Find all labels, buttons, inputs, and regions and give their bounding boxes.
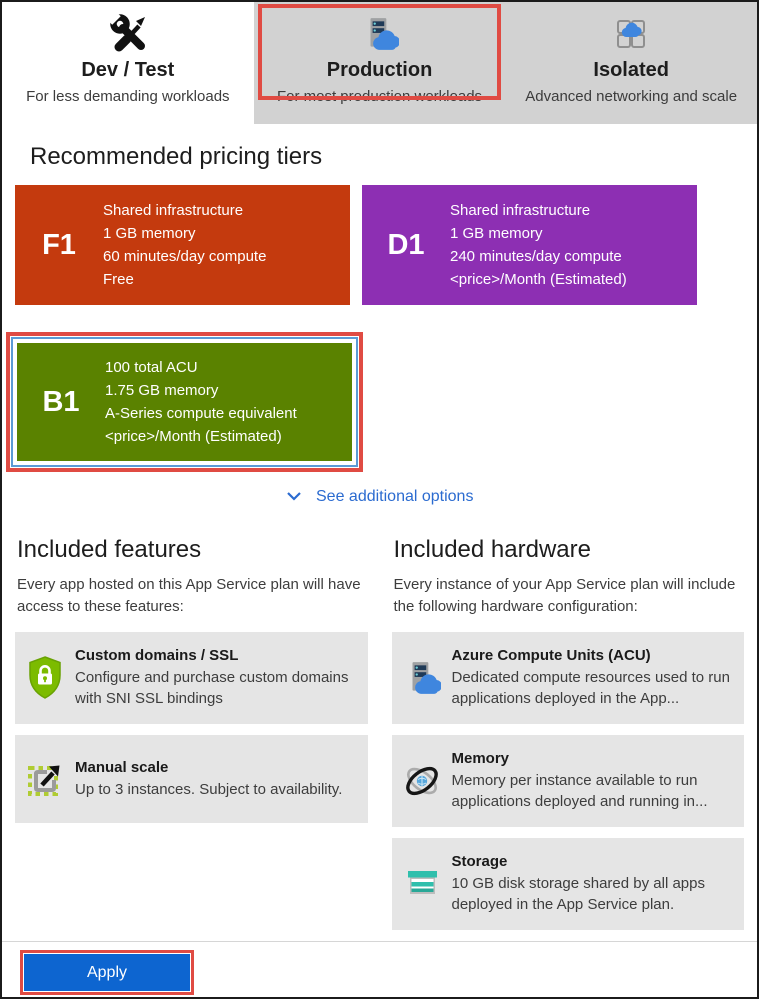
- shield-lock-icon: [15, 655, 75, 701]
- included-hardware-description: Every instance of your App Service plan will include the following hardware configuration:: [393, 576, 736, 615]
- feature-card-manual-scale: [15, 735, 368, 823]
- b1-highlight-annotation: [6, 332, 363, 472]
- apply-highlight-annotation: [20, 950, 194, 995]
- see-additional-options-label: See additional options: [316, 488, 474, 505]
- hardware-text: [452, 853, 737, 915]
- tier-code: F1: [42, 228, 76, 261]
- apply-button[interactable]: Apply: [24, 954, 190, 991]
- footer-bar: [2, 941, 757, 999]
- see-additional-options-link[interactable]: [15, 488, 744, 508]
- atom-globe-icon: [392, 759, 452, 803]
- tier-line: 1.75 GB memory: [105, 382, 219, 399]
- tab-isolated[interactable]: [505, 2, 757, 124]
- tier-line: 60 minutes/day compute: [103, 248, 267, 265]
- features-hardware-columns: [15, 536, 744, 941]
- tab-isolated-label: Isolated: [593, 59, 669, 81]
- tab-dev-test-sublabel: For less demanding workloads: [26, 88, 230, 105]
- chevron-down-icon: [286, 490, 306, 507]
- tier-details: [105, 356, 297, 448]
- tier-line: 1 GB memory: [450, 225, 543, 242]
- tier-line: A-Series compute equivalent: [105, 405, 297, 422]
- pricing-tiers-heading: Recommended pricing tiers: [30, 143, 323, 170]
- feature-text: [75, 647, 360, 709]
- hardware-card-memory: [392, 735, 745, 827]
- tab-dev-test[interactable]: [2, 2, 254, 124]
- tab-production-sublabel: For most production workloads: [276, 88, 483, 105]
- hardware-description: 10 GB disk storage shared by all apps deployed in the App Service plan.: [451, 875, 705, 913]
- tier-line: <price>/Month (Estimated): [450, 271, 627, 288]
- hardware-description: Dedicated compute resources used to run applications deployed in the App...: [451, 669, 730, 707]
- storage-disks-icon: [392, 866, 452, 902]
- tab-dev-test-label: Dev / Test: [81, 59, 175, 81]
- included-hardware-heading: Included hardware: [393, 536, 591, 563]
- included-hardware-section: [392, 536, 745, 941]
- tier-code: D1: [387, 228, 425, 261]
- tier-details: [450, 199, 627, 291]
- tab-isolated-sublabel: Advanced networking and scale: [525, 88, 738, 105]
- feature-card-custom-domains: [15, 632, 368, 724]
- feature-title: Manual scale: [75, 758, 169, 776]
- feature-title: Custom domains / SSL: [75, 647, 239, 664]
- included-features-description: Every app hosted on this App Service plan will have access to these features:: [17, 576, 361, 615]
- tier-card-b1[interactable]: [17, 343, 352, 461]
- manual-scale-icon: [15, 758, 75, 800]
- tab-production[interactable]: [254, 2, 506, 124]
- spec-picker-body: [2, 124, 757, 941]
- hardware-text: [452, 750, 737, 812]
- plan-category-tabs: [2, 2, 757, 124]
- tools-icon: [106, 11, 150, 57]
- tier-line: 1 GB memory: [103, 225, 196, 242]
- tier-details: [103, 199, 266, 291]
- tier-card-d1[interactable]: [362, 185, 697, 305]
- tier-line: Shared infrastructure: [103, 202, 244, 219]
- tier-card-f1[interactable]: [15, 185, 350, 305]
- included-features-section: [15, 536, 368, 941]
- tier-line: 100 total ACU: [105, 359, 198, 376]
- feature-description: Up to 3 instances. Subject to availability.: [75, 780, 343, 798]
- b1-selection-border: [11, 337, 358, 467]
- tier-code: B1: [42, 385, 80, 418]
- tier-line: Free: [103, 271, 134, 288]
- hardware-text: [452, 647, 737, 709]
- tier-line: <price>/Month (Estimated): [105, 428, 282, 445]
- tier-line: Shared infrastructure: [450, 202, 591, 219]
- included-features-heading: Included features: [17, 536, 202, 563]
- server-cloud-icon: [392, 659, 452, 697]
- hardware-card-storage: [392, 838, 745, 930]
- tier-line: 240 minutes/day compute: [450, 248, 622, 265]
- recommended-tier-row: [15, 185, 744, 305]
- feature-description: Configure and purchase custom domains with SNI SSL bindings: [75, 669, 349, 707]
- hardware-title: Storage: [451, 853, 508, 870]
- hardware-card-acu: [392, 632, 745, 724]
- hardware-description: Memory per instance available to run applications deployed and running in...: [451, 772, 708, 810]
- isolated-grid-cloud-icon: [611, 11, 651, 57]
- hardware-title: Memory: [451, 750, 510, 767]
- tab-production-label: Production: [326, 59, 433, 81]
- hardware-title: Azure Compute Units (ACU): [451, 647, 651, 664]
- server-cloud-icon: [361, 11, 399, 57]
- feature-text: [75, 759, 360, 800]
